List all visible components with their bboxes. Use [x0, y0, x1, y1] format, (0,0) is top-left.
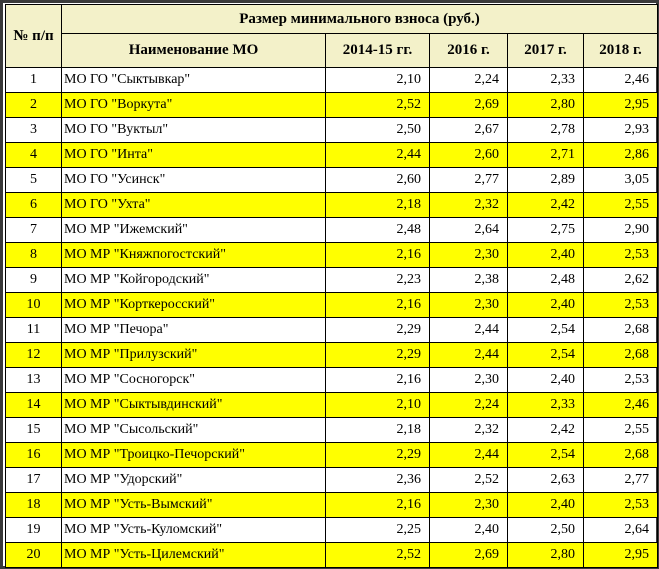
value-2014-15-cell: 2,44: [326, 143, 430, 168]
table-row: [6, 168, 658, 193]
header-name: Наименование МО: [62, 34, 326, 68]
value-2018-cell: 2,90: [584, 218, 658, 243]
table-row: [6, 243, 658, 268]
header-year-2016: 2016 г.: [430, 34, 508, 68]
value-2017-cell: 2,40: [508, 493, 584, 518]
row-number-cell: 4: [6, 143, 62, 168]
value-2017-cell: 2,80: [508, 93, 584, 118]
value-2017-cell: 2,33: [508, 68, 584, 93]
table-row: [6, 393, 658, 418]
value-2017-cell: 2,42: [508, 193, 584, 218]
municipality-name-cell: МО МР "Койгородский": [62, 268, 326, 293]
value-2018-cell: 2,62: [584, 268, 658, 293]
value-2017-cell: 2,78: [508, 118, 584, 143]
value-2014-15-cell: 2,52: [326, 93, 430, 118]
row-number-cell: 16: [6, 443, 62, 468]
municipality-name-cell: МО ГО "Ухта": [62, 193, 326, 218]
header-year-2018: 2018 г.: [584, 34, 658, 68]
row-number-cell: 8: [6, 243, 62, 268]
municipality-name-cell: МО МР "Сысольский": [62, 418, 326, 443]
row-number-cell: 11: [6, 318, 62, 343]
value-2016-cell: 2,44: [430, 318, 508, 343]
municipality-name-cell: МО ГО "Усинск": [62, 168, 326, 193]
municipality-name-cell: МО МР "Троицко-Печорский": [62, 443, 326, 468]
table-row: [6, 218, 658, 243]
value-2016-cell: 2,44: [430, 443, 508, 468]
value-2017-cell: 2,40: [508, 243, 584, 268]
value-2017-cell: 2,63: [508, 468, 584, 493]
row-number-cell: 7: [6, 218, 62, 243]
value-2016-cell: 2,69: [430, 543, 508, 568]
header-group: Размер минимального взноса (руб.): [62, 5, 658, 34]
value-2014-15-cell: 2,29: [326, 343, 430, 368]
value-2016-cell: 2,24: [430, 68, 508, 93]
value-2016-cell: 2,40: [430, 518, 508, 543]
value-2016-cell: 2,30: [430, 368, 508, 393]
row-number-cell: 3: [6, 118, 62, 143]
value-2016-cell: 2,30: [430, 293, 508, 318]
value-2016-cell: 2,30: [430, 243, 508, 268]
value-2014-15-cell: 2,23: [326, 268, 430, 293]
row-number-cell: 10: [6, 293, 62, 318]
value-2018-cell: 2,46: [584, 68, 658, 93]
value-2017-cell: 2,48: [508, 268, 584, 293]
value-2017-cell: 2,54: [508, 343, 584, 368]
value-2018-cell: 2,86: [584, 143, 658, 168]
table-row: [6, 318, 658, 343]
value-2018-cell: 2,68: [584, 443, 658, 468]
row-number-cell: 6: [6, 193, 62, 218]
table-row: [6, 343, 658, 368]
row-number-cell: 2: [6, 93, 62, 118]
table-row: [6, 468, 658, 493]
value-2018-cell: 2,64: [584, 518, 658, 543]
value-2014-15-cell: 2,29: [326, 318, 430, 343]
table-row: [6, 443, 658, 468]
municipality-name-cell: МО МР "Усть-Куломский": [62, 518, 326, 543]
table-body: [6, 68, 658, 568]
value-2016-cell: 2,32: [430, 193, 508, 218]
value-2016-cell: 2,32: [430, 418, 508, 443]
value-2017-cell: 2,54: [508, 318, 584, 343]
value-2018-cell: 2,95: [584, 93, 658, 118]
value-2016-cell: 2,67: [430, 118, 508, 143]
row-number-cell: 15: [6, 418, 62, 443]
value-2014-15-cell: 2,60: [326, 168, 430, 193]
municipality-name-cell: МО МР "Печора": [62, 318, 326, 343]
municipality-name-cell: МО МР "Корткеросский": [62, 293, 326, 318]
value-2017-cell: 2,54: [508, 443, 584, 468]
table-row: [6, 293, 658, 318]
municipality-name-cell: МО ГО "Инта": [62, 143, 326, 168]
value-2018-cell: 2,77: [584, 468, 658, 493]
value-2017-cell: 2,50: [508, 518, 584, 543]
value-2016-cell: 2,69: [430, 93, 508, 118]
value-2016-cell: 2,24: [430, 393, 508, 418]
value-2017-cell: 2,75: [508, 218, 584, 243]
header-num: № п/п: [6, 5, 62, 68]
table-row: [6, 118, 658, 143]
value-2016-cell: 2,52: [430, 468, 508, 493]
row-number-cell: 17: [6, 468, 62, 493]
value-2014-15-cell: 2,50: [326, 118, 430, 143]
table-row: [6, 143, 658, 168]
value-2014-15-cell: 2,18: [326, 193, 430, 218]
table-row: [6, 418, 658, 443]
municipality-name-cell: МО МР "Прилузский": [62, 343, 326, 368]
value-2018-cell: 2,53: [584, 243, 658, 268]
value-2017-cell: 2,40: [508, 368, 584, 393]
value-2017-cell: 2,71: [508, 143, 584, 168]
value-2018-cell: 2,53: [584, 293, 658, 318]
value-2016-cell: 2,77: [430, 168, 508, 193]
value-2014-15-cell: 2,10: [326, 68, 430, 93]
row-number-cell: 1: [6, 68, 62, 93]
municipality-name-cell: МО МР "Сосногорск": [62, 368, 326, 393]
value-2014-15-cell: 2,16: [326, 293, 430, 318]
row-number-cell: 5: [6, 168, 62, 193]
municipality-name-cell: МО ГО "Вуктыл": [62, 118, 326, 143]
value-2014-15-cell: 2,29: [326, 443, 430, 468]
value-2016-cell: 2,44: [430, 343, 508, 368]
header-year-2014-15: 2014-15 гг.: [326, 34, 430, 68]
value-2018-cell: 2,55: [584, 418, 658, 443]
table-row: [6, 543, 658, 568]
value-2018-cell: 2,55: [584, 193, 658, 218]
row-number-cell: 20: [6, 543, 62, 568]
row-number-cell: 19: [6, 518, 62, 543]
value-2014-15-cell: 2,10: [326, 393, 430, 418]
municipality-name-cell: МО МР "Княжпогостский": [62, 243, 326, 268]
municipality-name-cell: МО МР "Сыктывдинский": [62, 393, 326, 418]
value-2017-cell: 2,80: [508, 543, 584, 568]
value-2016-cell: 2,64: [430, 218, 508, 243]
value-2016-cell: 2,60: [430, 143, 508, 168]
value-2018-cell: 2,93: [584, 118, 658, 143]
municipality-name-cell: МО МР "Удорский": [62, 468, 326, 493]
value-2014-15-cell: 2,25: [326, 518, 430, 543]
header-year-2017: 2017 г.: [508, 34, 584, 68]
table-row: [6, 368, 658, 393]
row-number-cell: 12: [6, 343, 62, 368]
municipality-name-cell: МО ГО "Воркута": [62, 93, 326, 118]
value-2018-cell: 2,68: [584, 343, 658, 368]
value-2016-cell: 2,38: [430, 268, 508, 293]
value-2014-15-cell: 2,16: [326, 368, 430, 393]
value-2016-cell: 2,30: [430, 493, 508, 518]
value-2018-cell: 2,53: [584, 368, 658, 393]
municipality-name-cell: МО МР "Усть-Вымский": [62, 493, 326, 518]
value-2014-15-cell: 2,48: [326, 218, 430, 243]
table-row: [6, 93, 658, 118]
municipality-name-cell: МО МР "Усть-Цилемский": [62, 543, 326, 568]
value-2018-cell: 2,95: [584, 543, 658, 568]
row-number-cell: 9: [6, 268, 62, 293]
value-2014-15-cell: 2,16: [326, 243, 430, 268]
value-2017-cell: 2,42: [508, 418, 584, 443]
table-row: [6, 518, 658, 543]
row-number-cell: 13: [6, 368, 62, 393]
value-2014-15-cell: 2,36: [326, 468, 430, 493]
value-2017-cell: 2,40: [508, 293, 584, 318]
table-row: [6, 268, 658, 293]
municipality-name-cell: МО ГО "Сыктывкар": [62, 68, 326, 93]
value-2017-cell: 2,33: [508, 393, 584, 418]
contribution-table: [5, 4, 658, 568]
value-2014-15-cell: 2,52: [326, 543, 430, 568]
row-number-cell: 14: [6, 393, 62, 418]
value-2014-15-cell: 2,18: [326, 418, 430, 443]
value-2018-cell: 2,46: [584, 393, 658, 418]
municipality-name-cell: МО МР "Ижемский": [62, 218, 326, 243]
value-2018-cell: 2,68: [584, 318, 658, 343]
value-2017-cell: 2,89: [508, 168, 584, 193]
table-row: [6, 193, 658, 218]
value-2018-cell: 3,05: [584, 168, 658, 193]
table-row: [6, 493, 658, 518]
table-row: [6, 68, 658, 93]
value-2014-15-cell: 2,16: [326, 493, 430, 518]
value-2018-cell: 2,53: [584, 493, 658, 518]
row-number-cell: 18: [6, 493, 62, 518]
